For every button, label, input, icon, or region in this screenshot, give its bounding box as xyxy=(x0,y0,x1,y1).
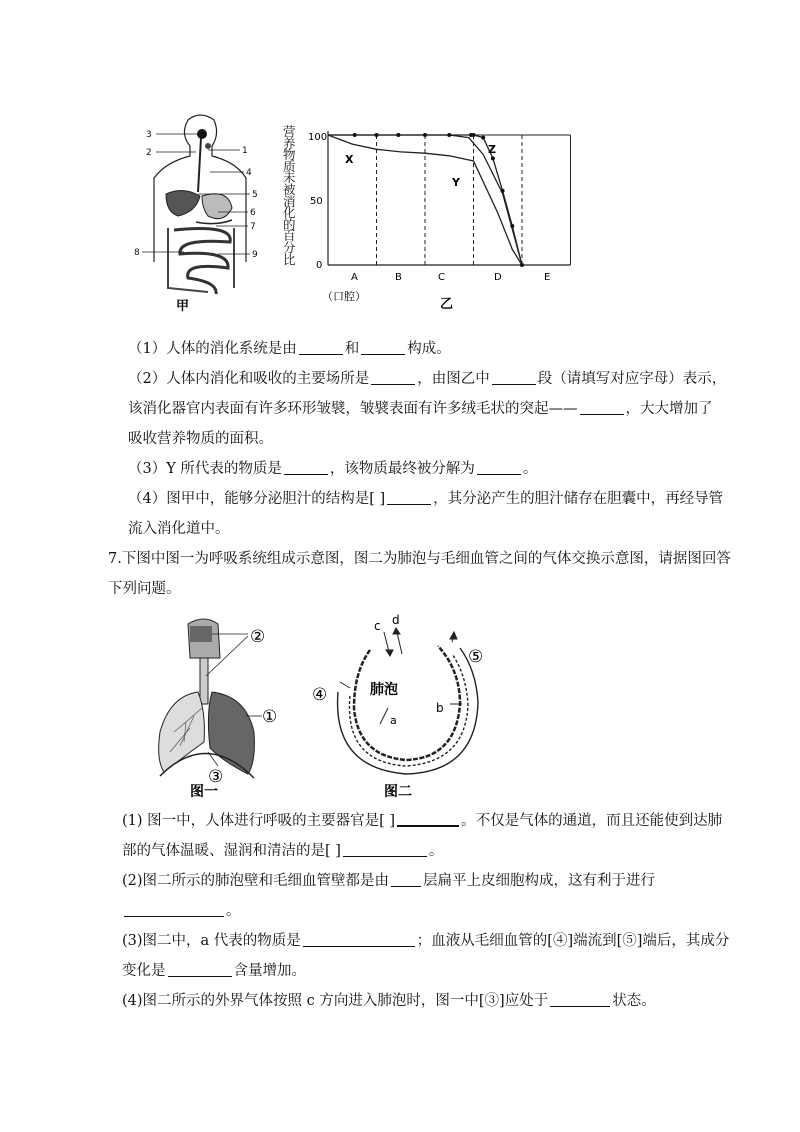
q6-line-2: （2）人体内消化和吸收的主要场所是 ，由图乙中 段（请填写对应字母）表示， xyxy=(128,371,727,387)
jia-label-1: 1 xyxy=(242,146,248,156)
q6-line-7: 流入消化道中。 xyxy=(128,521,230,537)
jia-label-3: 3 xyxy=(146,130,152,140)
segment-label-c: C xyxy=(438,272,445,283)
mouth-label: （口腔） xyxy=(322,290,366,303)
yi-caption: 乙 xyxy=(440,297,454,312)
jia-label-7: 7 xyxy=(250,222,256,232)
curve-z-point xyxy=(501,189,505,193)
fig2-label-c: c xyxy=(374,619,381,633)
q7-line-4: 。 xyxy=(122,900,241,922)
segment-label-a: A xyxy=(351,272,358,283)
q7-line-7: (4)图二所示的外界气体按照 c 方向进入肺泡时，图一中[③]应处于 状态。 xyxy=(122,993,656,1009)
q7-stem-line-1: 7.下图中图一为呼吸系统组成示意图，图二为肺泡与毛细血管之间的气体交换示意图，请据图回答 xyxy=(108,551,731,567)
alveolus-figure xyxy=(310,612,500,800)
q7-line-3: (2)图二所示的肺泡壁和毛细血管壁都是由 层扁平上皮细胞构成，这有利于进行 xyxy=(122,873,656,889)
respiratory-system-figure xyxy=(150,612,300,800)
fig2-label-d: d xyxy=(392,613,400,627)
fig2-label-4: ④ xyxy=(312,685,328,705)
top-line-point xyxy=(396,133,400,137)
q7-line-2: 部的气体温暖、湿润和清洁的是[ ] 。 xyxy=(122,843,444,859)
q7-stem-line-2: 下列问题。 xyxy=(108,581,181,597)
y-tick-50: 50 xyxy=(310,196,323,207)
top-line-point xyxy=(375,133,379,137)
jia-label-4: 4 xyxy=(246,168,252,178)
fig1-label-1: ① xyxy=(262,707,278,727)
jia-label-9: 9 xyxy=(252,250,258,260)
fig2-label-5: ⑤ xyxy=(468,647,484,667)
fig1-caption: 图一 xyxy=(190,784,218,800)
top-line-point xyxy=(469,133,473,137)
q6-line-3: 该消化器官内表面有许多环形皱襞，皱襞表面有许多绒毛状的突起—— ，大大增加了 xyxy=(128,401,713,417)
segment-label-d: D xyxy=(494,272,502,283)
jia-label-8: 8 xyxy=(134,248,140,258)
fig1-label-2: ② xyxy=(250,627,266,647)
segment-label-e: E xyxy=(544,272,551,283)
fig1-label-3: ③ xyxy=(208,767,224,787)
fig2-label-a: a xyxy=(390,714,397,727)
q6-line-6: （4）图甲中，能够分泌胆汁的结构是[ ] ，其分泌产生的胆汁储存在胆囊中，再经导管 xyxy=(128,491,724,507)
q7-line-5: (3)图二中，a 代表的物质是 ；血液从毛细血管的[④]端流到[⑤]端后，其成分 xyxy=(122,933,730,949)
top-line-point xyxy=(447,133,451,137)
top-line-point xyxy=(423,133,427,137)
jia-label-5: 5 xyxy=(252,190,258,200)
curve-label-z: Z xyxy=(488,143,496,156)
curve-z-point xyxy=(520,263,524,267)
y-tick-100: 100 xyxy=(308,132,328,143)
curve-z-point xyxy=(510,224,514,228)
fig2-caption: 图二 xyxy=(384,784,412,800)
jia-caption: 甲 xyxy=(176,299,190,314)
yi-ylabel: 营养物质未被消化的百分比 xyxy=(283,124,296,267)
jia-label-6: 6 xyxy=(250,208,256,218)
jia-label-2: 2 xyxy=(146,148,152,158)
q7-line-6: 变化是 含量增加。 xyxy=(122,963,306,979)
y-tick-0: 0 xyxy=(316,260,323,271)
digestion-chart xyxy=(300,120,590,320)
q7-line-1: (1) 图一中，人体进行呼吸的主要器官是[ ] 。不仅是气体的通道，而且还能使到达肺 xyxy=(122,810,722,832)
q6-line-5: （3）Y 所代表的物质是 ，该物质最终被分解为 。 xyxy=(128,461,538,477)
curve-label-y: Y xyxy=(452,176,460,189)
digestive-system-figure xyxy=(134,112,268,314)
q6-line-4: 吸收营养物质的面积。 xyxy=(128,431,273,447)
top-line-point xyxy=(353,133,357,137)
fig2-label-b: b xyxy=(436,701,444,715)
segment-label-b: B xyxy=(395,272,402,283)
curve-z-point xyxy=(491,156,495,160)
fig2-alveolus-label: 肺泡 xyxy=(370,682,398,698)
curve-z-point xyxy=(481,136,485,140)
q6-line-1: （1）人体的消化系统是由 和 构成。 xyxy=(128,341,451,357)
curve-label-x: X xyxy=(345,153,354,166)
